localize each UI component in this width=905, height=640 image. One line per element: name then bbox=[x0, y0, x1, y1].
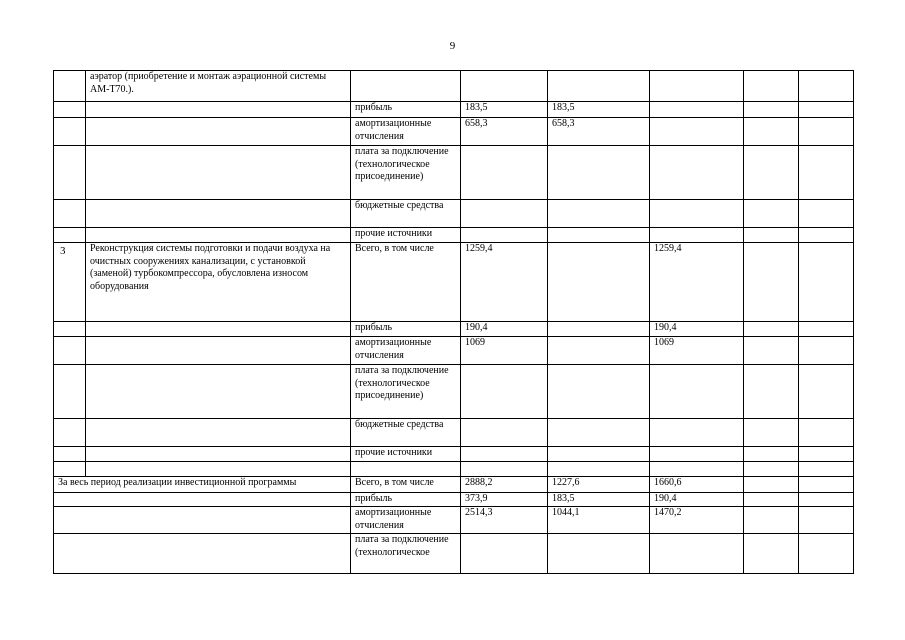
cell-year-1 bbox=[548, 337, 650, 365]
row-number bbox=[54, 228, 86, 243]
cell-year-1 bbox=[548, 462, 650, 477]
cell-year-2 bbox=[650, 365, 744, 419]
cell-year-4 bbox=[799, 477, 854, 493]
cell-year-3 bbox=[744, 493, 799, 507]
funding-source: прибыль bbox=[351, 322, 461, 337]
cell-total: 190,4 bbox=[461, 322, 548, 337]
total-label-spacer bbox=[54, 534, 351, 574]
cell-year-2: 1069 bbox=[650, 337, 744, 365]
cell-total: 373,9 bbox=[461, 493, 548, 507]
project-name bbox=[86, 322, 351, 337]
cell-total bbox=[461, 146, 548, 200]
cell-year-2 bbox=[650, 146, 744, 200]
cell-year-4 bbox=[799, 419, 854, 447]
project-name bbox=[86, 337, 351, 365]
cell-year-2: 1259,4 bbox=[650, 243, 744, 322]
row-number bbox=[54, 118, 86, 146]
cell-year-1 bbox=[548, 534, 650, 574]
cell-year-3 bbox=[744, 71, 799, 102]
cell-year-1 bbox=[548, 322, 650, 337]
funding-source: Всего, в том числе bbox=[351, 477, 461, 493]
cell-year-4 bbox=[799, 493, 854, 507]
total-row bbox=[54, 534, 854, 574]
funding-source: прибыль bbox=[351, 493, 461, 507]
row-number bbox=[54, 462, 86, 477]
cell-total: 2514,3 bbox=[461, 507, 548, 534]
cell-year-3 bbox=[744, 462, 799, 477]
table-row bbox=[54, 146, 854, 200]
cell-year-1 bbox=[548, 243, 650, 322]
funding-source: Всего, в том числе bbox=[351, 243, 461, 322]
project-name bbox=[86, 200, 351, 228]
project-name bbox=[86, 419, 351, 447]
cell-year-3 bbox=[744, 118, 799, 146]
table-row bbox=[54, 419, 854, 447]
cell-year-3 bbox=[744, 102, 799, 118]
funding-source: бюджетные средства bbox=[351, 419, 461, 447]
row-number bbox=[54, 322, 86, 337]
row-number bbox=[54, 447, 86, 462]
cell-total bbox=[461, 200, 548, 228]
table-row bbox=[54, 118, 854, 146]
cell-year-2: 190,4 bbox=[650, 322, 744, 337]
cell-year-4 bbox=[799, 102, 854, 118]
cell-year-3 bbox=[744, 365, 799, 419]
cell-year-1 bbox=[548, 419, 650, 447]
cell-year-2 bbox=[650, 447, 744, 462]
funding-source: прибыль bbox=[351, 102, 461, 118]
table-row bbox=[54, 71, 854, 102]
cell-year-2: 1470,2 bbox=[650, 507, 744, 534]
cell-year-4 bbox=[799, 507, 854, 534]
project-name bbox=[86, 118, 351, 146]
project-name bbox=[86, 146, 351, 200]
cell-year-3 bbox=[744, 243, 799, 322]
cell-year-4 bbox=[799, 462, 854, 477]
cell-year-2 bbox=[650, 71, 744, 102]
cell-year-3 bbox=[744, 447, 799, 462]
table-row bbox=[54, 447, 854, 462]
cell-year-1 bbox=[548, 71, 650, 102]
cell-year-4 bbox=[799, 71, 854, 102]
cell-year-1: 1044,1 bbox=[548, 507, 650, 534]
cell-year-3 bbox=[744, 146, 799, 200]
cell-year-3 bbox=[744, 337, 799, 365]
cell-year-2 bbox=[650, 419, 744, 447]
cell-year-2: 1660,6 bbox=[650, 477, 744, 493]
cell-total bbox=[461, 419, 548, 447]
cell-year-3 bbox=[744, 322, 799, 337]
cell-year-1: 183,5 bbox=[548, 102, 650, 118]
cell-year-3 bbox=[744, 534, 799, 574]
investment-table bbox=[53, 70, 854, 574]
total-label: За весь период реализации инвестиционной программы bbox=[54, 477, 351, 493]
table-row bbox=[54, 462, 854, 477]
cell-year-1: 1227,6 bbox=[548, 477, 650, 493]
table-row bbox=[54, 228, 854, 243]
cell-year-1 bbox=[548, 447, 650, 462]
cell-total bbox=[461, 447, 548, 462]
cell-total bbox=[461, 534, 548, 574]
cell-year-1 bbox=[548, 228, 650, 243]
funding-source: амортизационные отчисления bbox=[351, 507, 461, 534]
row-number bbox=[54, 102, 86, 118]
cell-year-1: 183,5 bbox=[548, 493, 650, 507]
project-name: Реконструкция системы подготовки и подачи воздуха на очистных сооружениях канализации, с установкой (заменой) турбокомпрессора, обусловлена износом оборудования bbox=[86, 243, 351, 322]
cell-year-4 bbox=[799, 534, 854, 574]
funding-source bbox=[351, 71, 461, 102]
cell-year-4 bbox=[799, 228, 854, 243]
row-number bbox=[54, 200, 86, 228]
cell-total: 183,5 bbox=[461, 102, 548, 118]
funding-source: плата за подключение (технологическое присоединение) bbox=[351, 146, 461, 200]
cell-year-4 bbox=[799, 243, 854, 322]
cell-year-4 bbox=[799, 322, 854, 337]
cell-year-4 bbox=[799, 200, 854, 228]
cell-year-2 bbox=[650, 200, 744, 228]
cell-year-1 bbox=[548, 146, 650, 200]
total-row bbox=[54, 493, 854, 507]
table-row bbox=[54, 102, 854, 118]
funding-source: плата за подключение (технологическое присоединение) bbox=[351, 365, 461, 419]
cell-year-2 bbox=[650, 228, 744, 243]
project-name bbox=[86, 447, 351, 462]
table-row bbox=[54, 243, 854, 322]
table-row bbox=[54, 337, 854, 365]
cell-year-4 bbox=[799, 118, 854, 146]
cell-year-3 bbox=[744, 419, 799, 447]
funding-source: прочие источники bbox=[351, 447, 461, 462]
cell-year-2 bbox=[650, 462, 744, 477]
cell-year-4 bbox=[799, 365, 854, 419]
cell-total bbox=[461, 71, 548, 102]
cell-year-1 bbox=[548, 365, 650, 419]
cell-year-4 bbox=[799, 447, 854, 462]
project-name bbox=[86, 462, 351, 477]
funding-source: амортизационные отчисления bbox=[351, 337, 461, 365]
row-number: 3 bbox=[54, 243, 86, 322]
cell-year-3 bbox=[744, 507, 799, 534]
table-row bbox=[54, 365, 854, 419]
funding-source: прочие источники bbox=[351, 228, 461, 243]
cell-total bbox=[461, 462, 548, 477]
cell-total: 658,3 bbox=[461, 118, 548, 146]
total-label-spacer bbox=[54, 493, 351, 507]
page-number: 9 bbox=[449, 40, 456, 52]
total-row bbox=[54, 477, 854, 493]
cell-year-4 bbox=[799, 146, 854, 200]
cell-year-1: 658,3 bbox=[548, 118, 650, 146]
row-number bbox=[54, 337, 86, 365]
cell-year-1 bbox=[548, 200, 650, 228]
cell-total: 2888,2 bbox=[461, 477, 548, 493]
total-row bbox=[54, 507, 854, 534]
cell-year-2: 190,4 bbox=[650, 493, 744, 507]
cell-year-2 bbox=[650, 102, 744, 118]
total-label-spacer bbox=[54, 507, 351, 534]
cell-year-3 bbox=[744, 477, 799, 493]
project-name bbox=[86, 365, 351, 419]
row-number bbox=[54, 146, 86, 200]
funding-source: бюджетные средства bbox=[351, 200, 461, 228]
cell-year-3 bbox=[744, 228, 799, 243]
cell-total bbox=[461, 365, 548, 419]
cell-year-2 bbox=[650, 534, 744, 574]
table-row bbox=[54, 200, 854, 228]
cell-year-4 bbox=[799, 337, 854, 365]
project-name: аэратор (приобретение и монтаж аэрационной системы АМ-Т70.). bbox=[86, 71, 351, 102]
cell-total: 1259,4 bbox=[461, 243, 548, 322]
cell-total: 1069 bbox=[461, 337, 548, 365]
cell-year-2 bbox=[650, 118, 744, 146]
cell-total bbox=[461, 228, 548, 243]
row-number bbox=[54, 71, 86, 102]
table-row bbox=[54, 322, 854, 337]
project-name bbox=[86, 102, 351, 118]
cell-year-3 bbox=[744, 200, 799, 228]
funding-source: амортизационные отчисления bbox=[351, 118, 461, 146]
funding-source bbox=[351, 462, 461, 477]
row-number bbox=[54, 365, 86, 419]
funding-source: плата за подключение (технологическое bbox=[351, 534, 461, 574]
project-name bbox=[86, 228, 351, 243]
row-number bbox=[54, 419, 86, 447]
